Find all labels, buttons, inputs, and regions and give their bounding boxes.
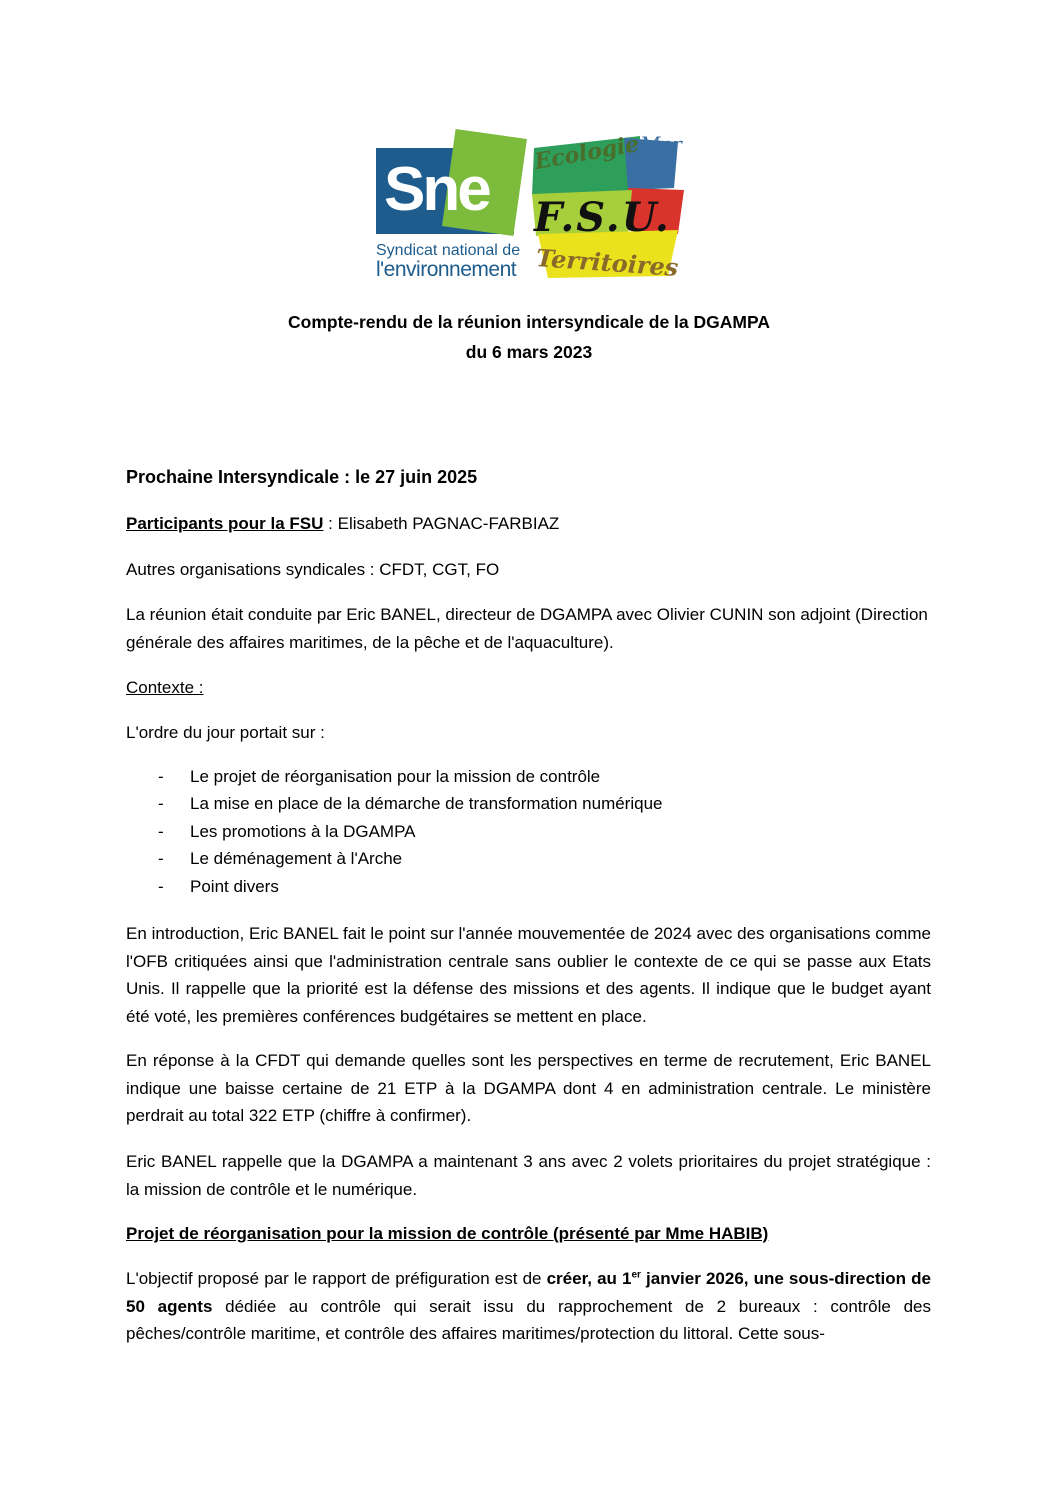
list-item [126, 765, 931, 792]
fsu-logo-bottom-text: Territoires [535, 243, 680, 282]
fsu-logo-top-right-text: Mer [640, 132, 682, 156]
objective-text-part1: L'objectif proposé par le rapport de préfiguration est de [126, 1269, 547, 1288]
objective-bold-part2: janvier 2026, une sous-direction de 50 agents [126, 1269, 931, 1316]
participants-label: Participants pour la FSU [126, 514, 324, 533]
list-bullet: - [158, 849, 164, 869]
agenda-item-label: La mise en place de la démarche de transformation numérique [190, 794, 663, 814]
sne-logo-word: Sne [384, 155, 489, 224]
next-meeting-heading: Prochaine Intersyndicale : le 27 juin 2025 [126, 467, 478, 487]
agenda-item-label: Point divers [190, 876, 279, 896]
list-item [126, 820, 931, 847]
strategy-paragraph: Eric BANEL rappelle que la DGAMPA a maintenant 3 ans avec 2 volets prioritaires du projet stratégique : la mission de contrôle et le numérique. [126, 1152, 931, 1199]
fsu-logo [528, 130, 686, 282]
objective-superscript: er [631, 1269, 641, 1281]
fsu-logo-main-text: F.S.U. [534, 194, 671, 241]
sne-logo-subtitle-line1: Syndicat national de [376, 242, 521, 259]
list-bullet: - [158, 876, 164, 896]
list-item [126, 792, 931, 819]
agenda-item-label: Le projet de réorganisation pour la mission de contrôle [190, 767, 601, 786]
objective-text-part2: dédiée au contrôle qui serait issu du rapprochement de 2 bureaux : contrôle des pêches/contrôle maritime, et contrôle des affaires maritimes/protection du littoral. Cette sous- [126, 1296, 931, 1343]
agenda-item-label: Les promotions à la DGAMPA [190, 821, 416, 841]
sne-logo-subtitle-line2: l'environnement [376, 258, 517, 281]
document-title-line2: du 6 mars 2023 [465, 342, 593, 362]
cfdt-response-paragraph: En réponse à la CFDT qui demande quelles sont les perspectives en terme de recrutement, Eric BANEL indique une baisse certaine de 21 ETP à la DGAMPA dont 4 en administration centrale. Le ministère perdrait au total 322 ETP (chiffre à confirmer). [126, 1051, 931, 1125]
section-heading-reorganisation: Projet de réorganisation pour la mission de contrôle (présenté par Mme HABIB) [126, 1224, 769, 1243]
participants-line [126, 510, 931, 538]
objective-paragraph [126, 1265, 931, 1348]
objective-bold-part1: créer, au 1 [546, 1269, 632, 1288]
sne-logo [376, 144, 521, 284]
agenda-item-label: Le déménagement à l'Arche [190, 849, 403, 869]
introduction-paragraph: En introduction, Eric BANEL fait le point sur l'année mouvementée de 2024 avec des organisations comme l'OFB critiquées ainsi que l'administration centrale sans oublier le contexte de ce qui se passe aux Etats Unis. Il rappelle que la priorité est la défense des missions et des agents. Il indique que le budget ayant été voté, les premières conférences budgétaires se mettent en place. [126, 924, 931, 1026]
list-bullet: - [158, 794, 164, 814]
context-heading: Contexte : [126, 678, 204, 697]
meeting-led-by-paragraph: La réunion était conduite par Eric BANEL, directeur de DGAMPA avec Olivier CUNIN son adjoint (Direction générale des affaires maritimes, de la pêche et de l'aquaculture). [126, 605, 928, 652]
list-item [126, 847, 931, 874]
agenda-intro: L'ordre du jour portait sur : [126, 723, 325, 742]
document-title-line1: Compte-rendu de la réunion intersyndicale de la DGAMPA [288, 312, 770, 332]
list-bullet: - [158, 767, 164, 786]
agenda-list [126, 765, 931, 902]
list-bullet: - [158, 821, 164, 841]
participants-value: : Elisabeth PAGNAC-FARBIAZ [323, 514, 560, 533]
other-organisations: Autres organisations syndicales : CFDT, CGT, FO [126, 560, 500, 579]
list-item [126, 875, 931, 902]
fsu-logo-top-text: Ecologie [532, 131, 642, 175]
